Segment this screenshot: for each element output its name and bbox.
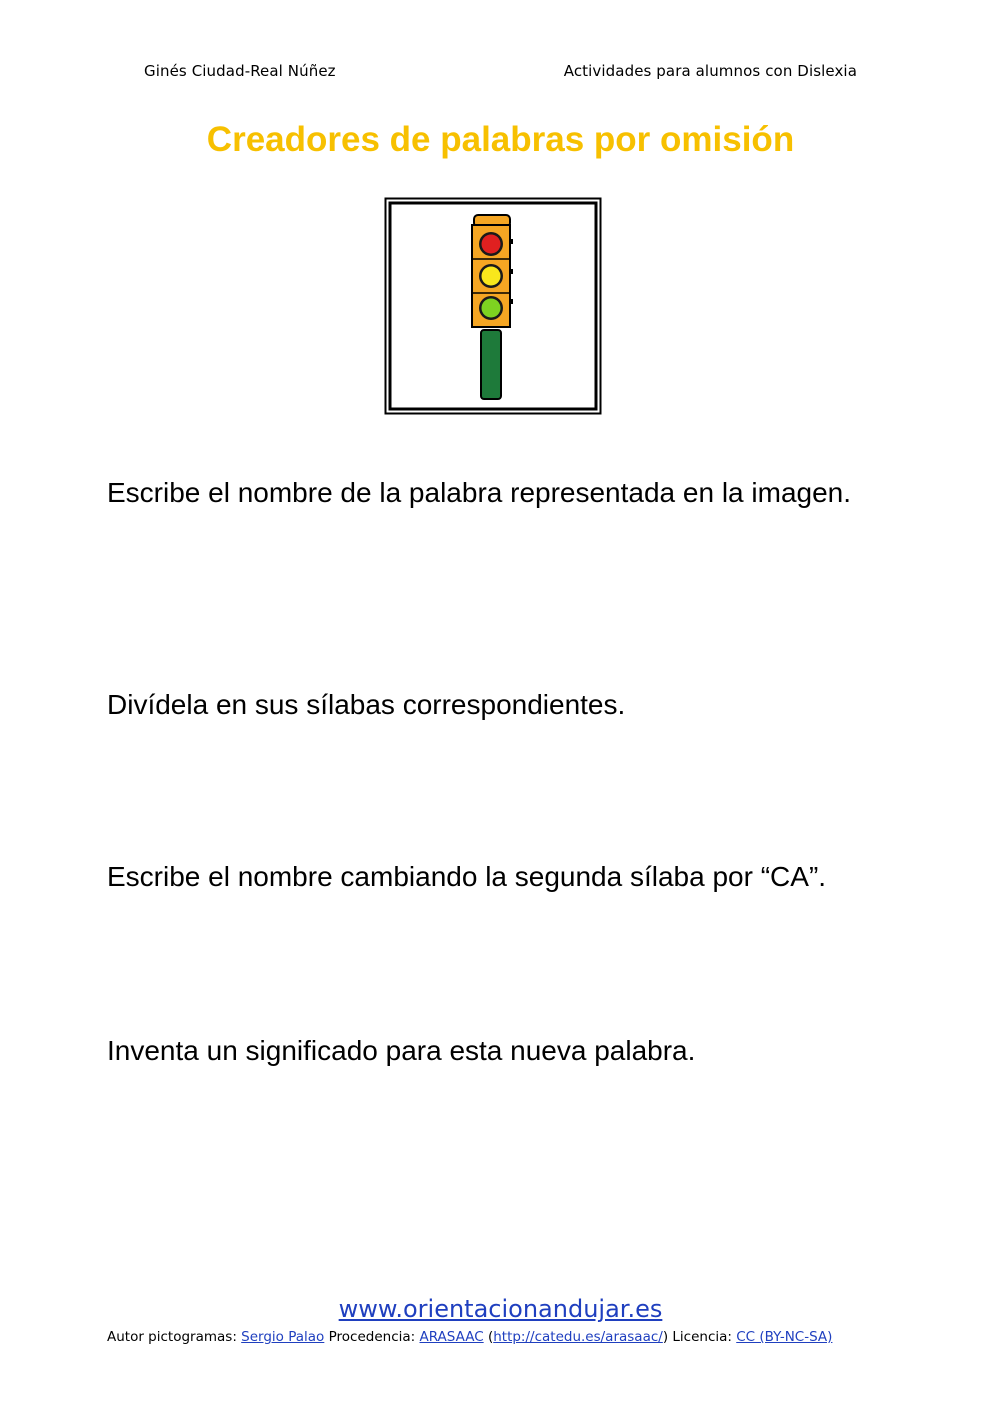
credits-source-url-link[interactable]: http://catedu.es/arasaac/ bbox=[493, 1329, 663, 1345]
pictogram bbox=[384, 197, 602, 415]
instruction-change-syllable: Escribe el nombre cambiando la segunda sílaba por “CA”. bbox=[107, 861, 827, 892]
credits-author-link[interactable]: Sergio Palao bbox=[241, 1329, 325, 1345]
credits-license-link[interactable]: CC (BY-NC-SA) bbox=[736, 1329, 833, 1345]
credits-paren-open: ( bbox=[483, 1329, 494, 1345]
header-author: Ginés Ciudad-Real Núñez bbox=[144, 62, 336, 80]
credits-source-link[interactable]: ARASAAC bbox=[419, 1329, 484, 1345]
header-subject: Actividades para alumnos con Dislexia bbox=[563, 62, 857, 80]
credits-line bbox=[107, 1329, 907, 1345]
website-link[interactable]: www.orientacionandujar.es bbox=[338, 1295, 663, 1323]
credits-paren-close: ) bbox=[662, 1329, 669, 1345]
traffic-light-icon bbox=[384, 197, 602, 415]
page-title: Creadores de palabras por omisión bbox=[206, 120, 795, 159]
credits-author-label: Autor pictogramas: bbox=[107, 1329, 242, 1345]
credits-source-label: Procedencia: bbox=[324, 1329, 420, 1345]
instruction-invent-meaning: Inventa un significado para esta nueva palabra. bbox=[107, 1035, 696, 1066]
credits-license-label: Licencia: bbox=[668, 1329, 737, 1345]
instruction-write-word: Escribe el nombre de la palabra representada en la imagen. bbox=[107, 477, 852, 508]
instruction-split-syllables: Divídela en sus sílabas correspondientes. bbox=[107, 689, 626, 720]
